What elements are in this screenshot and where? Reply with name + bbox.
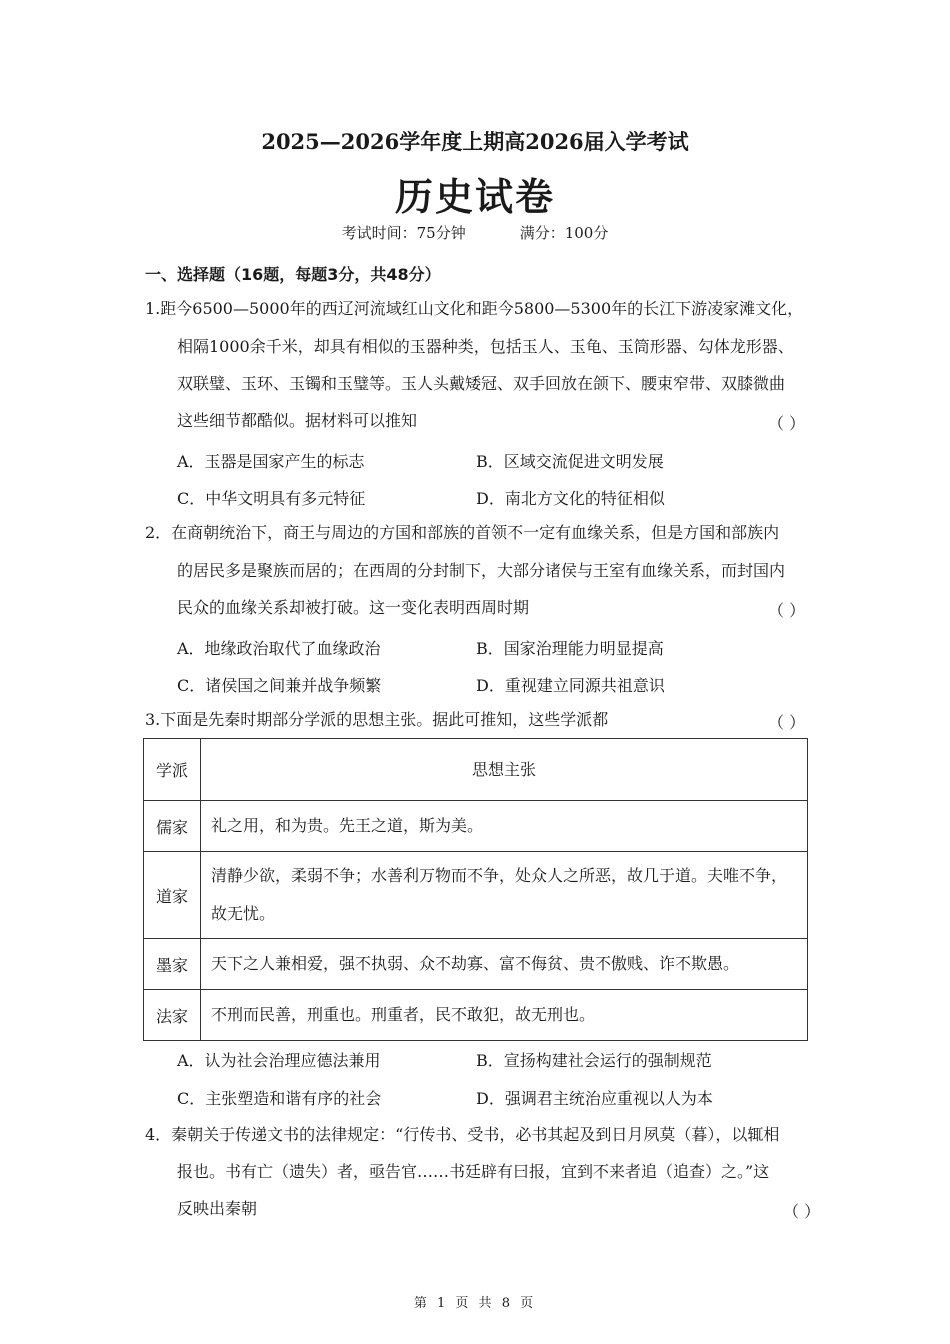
answer-bracket: （ ）	[768, 601, 806, 620]
option-a: A．认为社会治理应德法兼用	[177, 1051, 381, 1070]
option-a: A．地缘政治取代了血缘政治	[177, 639, 381, 658]
table-row	[144, 801, 808, 852]
exam-time: 考试时间：75分钟	[341, 224, 466, 242]
question-4-line: 报也。书有亡（遗失）者，亟告官……书廷辟有曰报，宜到不来者追（追查）之。”这	[177, 1162, 770, 1181]
table-row	[144, 990, 808, 1041]
table-row	[144, 852, 808, 939]
question-2-line: 的居民多是聚族而居的；在西周的分封制下，大部分诸侯与王室有血缘关系，而封国内	[177, 561, 786, 580]
table-header-row	[144, 739, 808, 801]
answer-bracket: （ ）	[768, 414, 806, 433]
question-1-line: 这些细节都酷似。据材料可以推知	[177, 411, 418, 430]
school-idea: 清静少欲，柔弱不争；水善利万物而不争，处众人之所恶，故几于道。夫唯不争，	[211, 866, 788, 885]
school-idea: 不刑而民善，刑重也。刑重者，民不敢犯，故无刑也。	[201, 990, 808, 1041]
option-a: A．玉器是国家产生的标志	[177, 452, 365, 471]
school-idea: 天下之人兼相爱，强不执弱、众不劫寡、富不侮贫、贵不傲贱、诈不欺愚。	[201, 939, 808, 990]
school-name: 道家	[144, 852, 201, 939]
option-b: B．国家治理能力明显提高	[476, 639, 664, 658]
question-3-line: 3.下面是先秦时期部分学派的思想主张。据此可推知，这些学派都	[145, 710, 609, 729]
schools-table	[143, 738, 808, 1041]
question-1-line: 1.距今6500—5000年的西辽河流域红山文化和距今5800—5300年的长江下游凌家滩文化，	[145, 299, 804, 318]
school-idea-cont: 故无忧。	[211, 904, 276, 923]
page-number: 第 1 页 共 8 页	[413, 1296, 537, 1311]
school-name: 墨家	[144, 939, 201, 990]
option-d: D．南北方文化的特征相似	[476, 489, 665, 508]
exam-subject-title: 历史试卷	[394, 174, 555, 219]
table-row	[144, 939, 808, 990]
option-c: C．主张塑造和谐有序的社会	[177, 1089, 382, 1108]
question-2-line: 2．在商朝统治下，商王与周边的方国和部族的首领不一定有血缘关系，但是方国和部族内	[145, 523, 780, 542]
option-d: D．强调君主统治应重视以人为本	[476, 1089, 713, 1108]
exam-header: 2025—2026学年度上期高2026届入学考试	[261, 129, 689, 154]
option-c: C．中华文明具有多元特征	[177, 489, 366, 508]
answer-bracket: （ ）	[768, 713, 806, 732]
school-idea-multiline	[201, 852, 808, 939]
question-1-line: 相隔1000余千米，却具有相似的玉器种类，包括玉人、玉龟、玉筒形器、勾体龙形器、	[177, 337, 794, 356]
question-1-line: 双联璧、玉环、玉镯和玉璧等。玉人头戴矮冠、双手回放在颌下、腰束窄带、双膝微曲	[177, 374, 786, 393]
table-header-school: 学派	[144, 739, 201, 801]
option-b: B．区域交流促进文明发展	[476, 452, 664, 471]
option-b: B．宣扬构建社会运行的强制规范	[476, 1051, 712, 1070]
question-2-line: 民众的血缘关系却被打破。这一变化表明西周时期	[177, 598, 530, 617]
school-name: 法家	[144, 990, 201, 1041]
section-title: 一、选择题（16题，每题3分，共48分）	[145, 265, 441, 284]
option-c: C．诸侯国之间兼并战争频繁	[177, 676, 382, 695]
answer-bracket: （ ）	[783, 1202, 821, 1221]
question-4-line: 4．秦朝关于传递文书的法律规定：“行传书、受书，必书其起及到日月夙莫（暮），以辄相	[145, 1125, 780, 1144]
school-name: 儒家	[144, 801, 201, 852]
exam-full-score: 满分：100分	[519, 224, 609, 242]
table-header-idea: 思想主张	[201, 739, 808, 801]
school-idea: 礼之用，和为贵。先王之道，斯为美。	[201, 801, 808, 852]
question-4-line: 反映出秦朝	[177, 1199, 258, 1218]
exam-meta	[0, 222, 950, 243]
option-d: D．重视建立同源共祖意识	[476, 676, 665, 695]
